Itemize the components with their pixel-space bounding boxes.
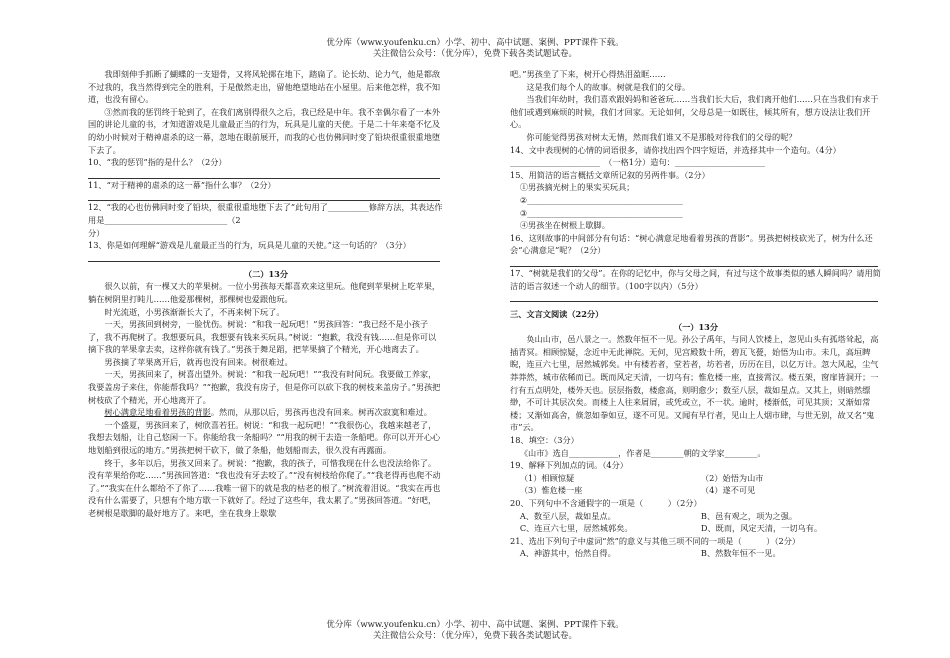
question-12-text: 12、“我的心也仿佛同时变了铅块，很重很重地堕下去了”此句用了__________修辞方法，其表达作用是 — [88, 202, 443, 225]
question-21: 21、选出下列句子中虚词“然”的意义与其他三项不同的一项是（ ）（2分） — [510, 535, 801, 546]
question-11: 11、“对于精神的虐杀的这一幕”指什么事？（2分） — [88, 179, 276, 190]
answer-line — [510, 292, 878, 302]
question-14: 14、文中表现树的心情的词语很多，请你找出四个四字短语，并选择其中一个造句。（4分） — [510, 144, 841, 155]
question-14-note: （一格1分）造句： — [608, 157, 675, 168]
story-paragraph: 当我们年幼时，我们喜欢跟妈妈和爸爸玩……当我们长大后，我们离开他们……只在当我们有求于他们或遇到麻烦的时候，我们才回家。无论如何，父母总是一如既往，倾其所有，想方设法让我们开心。 — [510, 94, 879, 130]
question-15-item: ①男孩摘光树上的果实买玩具； — [519, 182, 635, 193]
question-12-cont: 分） — [88, 227, 105, 238]
question-18: 18、填空：（3分） — [510, 435, 579, 446]
page-header — [0, 38, 950, 60]
footer-line-1: 优分库（www.youfenku.cn）小学、初中、高中试题、案例、PPT课件下载。 — [326, 620, 624, 630]
question-14-blanks: ______________________ （一格1分）造句：______________________ — [510, 157, 765, 168]
question-19-row: （1）相顾惊疑 （2）始悟为山市 — [519, 472, 764, 483]
question-21-options: A、神游其中，怡然自得。 B、然数年恒不一见。 — [519, 548, 781, 559]
question-20: 20、下列句中不含通假字的一项是（ ）（2分） — [510, 498, 702, 508]
story-paragraph: 一天，男孩回到树旁，一脸忧伤。树说：“和我一起玩吧！”男孩回答：“我已经不是小孩子了，我不再爬树了。我想要玩具，我想要有钱来买玩具。”树说：“抱歉，我没有钱……但是你可以摘下我的苹果拿去卖，这样你就有钱了。”男孩于舞足蹈，把苹果摘了个精光，开心地离去了。 — [88, 319, 437, 355]
story-paragraph: 一个盛夏，男孩回来了，树欣喜若狂。树说：“和我一起玩吧！”“我很伤心，我越来越老了，我想去划船，让自己悠闲一下。你能给我一条船吗？”“用我的树干去造一条船吧。你可以开开心心地划船到很远的地方。”男孩把树干砍下，做了条船，他划船而去，很久没有再露面。 — [88, 419, 441, 456]
answer-line — [88, 191, 440, 201]
question-12-points: （2 — [227, 214, 241, 225]
story-paragraph: 很久以前，有一棵又大的苹果树。一位小男孩每天都喜欢来这里玩。他爬到苹果树上吃苹果，躺在树阴里打盹儿……他爱那棵树，那棵树也爱跟他玩。 — [88, 281, 441, 304]
answer-line — [88, 252, 440, 262]
story-paragraph: 吧。”男孩坐了下来，树开心得热泪盈眶…… — [510, 69, 666, 79]
classical-passage: 奂山山市，邑八景之一。然数年恒不一见。孙公子禹年，与同人饮楼上，忽见山头有孤塔耸起，高插青冥。相顾惊疑，念近中无此禅院。无何，见宫殿数十所，碧瓦飞甍，始悟为山市。未几，高垣睥睨，连亘六七里，居然城郭矣。中有楼若者，堂若者，坊若者，历历在目，以亿万计。忽大风起，尘气莽莽然，城市依稀而已。既而风定天清，一切乌有；惟危楼一座，直接霄汉。楼五架，窗扉皆洞开；一行有五点明处，楼外天也。层层指数，楼愈高，则明愈少；数至八层，裁如星点。又其上，则暗然缥缈，不可计其层次矣。而楼上人往来屑屑，或凭或立，不一状。逾时，楼渐低，可见其顶；又渐如常楼；又渐如高舍，倏忽如拳如豆，遂不可见。又闻有早行者，见山上人烟市肆，与世无别，故又名“鬼市”云。 — [510, 334, 879, 433]
answer-line — [510, 257, 878, 267]
answer-line — [88, 169, 440, 179]
question-19-row: （3）惟危楼一座 （4）遂不可见 — [519, 485, 756, 496]
question-20-options: A、数至八层，裁如星点。 B、邑有观之，项为之强。 — [519, 510, 798, 521]
story-paragraph: 你可能觉得男孩对树太无情，然而我们谁又不是那般对待我们的父母的呢？ — [526, 131, 797, 142]
right-column — [510, 68, 882, 560]
question-12: 12、“我的心也仿佛同时变了铅块，很重很重地堕下去了”此句用了__________修辞方法，其表达作用是______________________________（2 — [88, 202, 443, 225]
story-paragraph — [88, 406, 444, 419]
story-paragraph: 一天，男孩回来了，树喜出望外。树说：“和我一起玩吧！”“我没有时间玩。我要做工养家，我要盖房子来住，你能帮我吗？”“抱歉，我没有房子，但是你可以砍下我的树枝来盖房子。”男孩把树枝砍了个精光，开心地离开了。 — [88, 369, 441, 405]
passage-paragraph: ③然而我的惩罚终于轮到了，在我们离别得很久之后，我已经是中年。我不幸偶尔看了一本外国的讲论儿童的书，才知道游戏是儿童最正当的行为，玩具是儿童的天使。于是二十年来毫不忆及的幼小时候对于精神虐杀的这一幕，忽地在眼前展开，而我的心也仿佛同时变了铅块很重很重地堕下去了。 — [88, 106, 441, 155]
question-13: 13、你是如何理解“游戏是儿童最正当的行为，玩具是儿童的天使。”这一句话的？（3分） — [88, 240, 411, 251]
story-paragraph: 这是我们每个人的故事。树就是我们的父母。 — [526, 81, 691, 92]
left-column — [88, 68, 444, 520]
footer-line-2: 关注微信公众号：（优分库），免费下载各类试题试卷。 — [372, 631, 577, 641]
question-15-item: ④男孩坐在树根上歇脚。 — [519, 220, 610, 231]
header-line-2: 关注微信公众号：（优分库），免费下载各类试题试卷。 — [372, 49, 577, 59]
story-paragraph: 男孩摘了苹果离开后，就再也没有回来。树很难过。 — [104, 356, 293, 367]
subsection-heading: （一）13分 — [673, 321, 719, 332]
passage-paragraph: 我即刻伸手抓断了蝴蝶的一支翅骨，又将风轮掷在地下，踏扁了。论长幼、论力气，他是都敌不过我的，我当然得到完全的胜利，于是傲然走出，留他绝望地站在小屋里。后来他怎样，我不知道，也没有留心。 — [88, 69, 441, 105]
question-20-options: C、连亘六七里，居然城郭矣。 D、既而，风定天清，一切乌有。 — [519, 523, 823, 534]
question-17: 17、“树就是我们的父母”。在你的记忆中，你与父母之间，有过与这个故事类似的感人瞬间吗？请用简洁的语言叙述一个动人的细节。（100字以内）（5分） — [510, 267, 881, 291]
section-heading: 三、文言文阅读（22分） — [510, 309, 604, 320]
question-19: 19、解释下列加点的词。（4分） — [510, 460, 628, 471]
underlined-sentence: 树心满意足地看着男孩的背影 — [104, 407, 211, 418]
question-16: 16、这则故事的中间部分有句话：“树心满意足地看着男孩的背影”。男孩把树枝砍光了，树为什么还会“心满意足”呢？（2分） — [510, 232, 873, 256]
story-text: 。然而，从那以后，男孩再也没有回来。树再次寂寞和难过。 — [210, 407, 432, 418]
question-18-blanks: 《山市》选自____________，作者是________朝的文学家________。 — [519, 447, 766, 458]
story-paragraph: 时光流逝，小男孩渐渐长大了，不再来树下玩了。 — [104, 306, 285, 317]
question-10: 10、“我的惩罚”指的是什么？（2分） — [88, 157, 227, 168]
question-15-item: ③______________________________________ — [519, 207, 683, 218]
header-line-1: 优分库（www.youfenku.cn）小学、初中、高中试题、案例、PPT课件下载。 — [326, 38, 624, 48]
section-heading: （二）13分 — [243, 268, 289, 279]
page-footer — [0, 620, 950, 642]
question-15-item: ②______________________________________ — [519, 194, 683, 205]
question-15: 15、用简洁的语言概括文章所记叙的另两件事。（2分） — [510, 169, 710, 180]
story-paragraph: 终于，多年以后，男孩又回来了。树说：“抱歉，我的孩子，可惜我现在什么也没法给你了。没有苹果给你吃……”男孩回答道：“我也没有牙去咬了。”“没有树枝给你爬了。”“我老得再也爬不动了。”“我实在什么都给不了你了……我唯一留下的就是我的枯老的根了。”树流着泪说。“我实在再也没有什么需要了，只想有个地方歇一下就好了。经过了这些年，我太累了。”男孩回答道。“好吧，老树根是歇脚的最好地方了。来吧，坐在我身上歇歇 — [88, 457, 441, 518]
